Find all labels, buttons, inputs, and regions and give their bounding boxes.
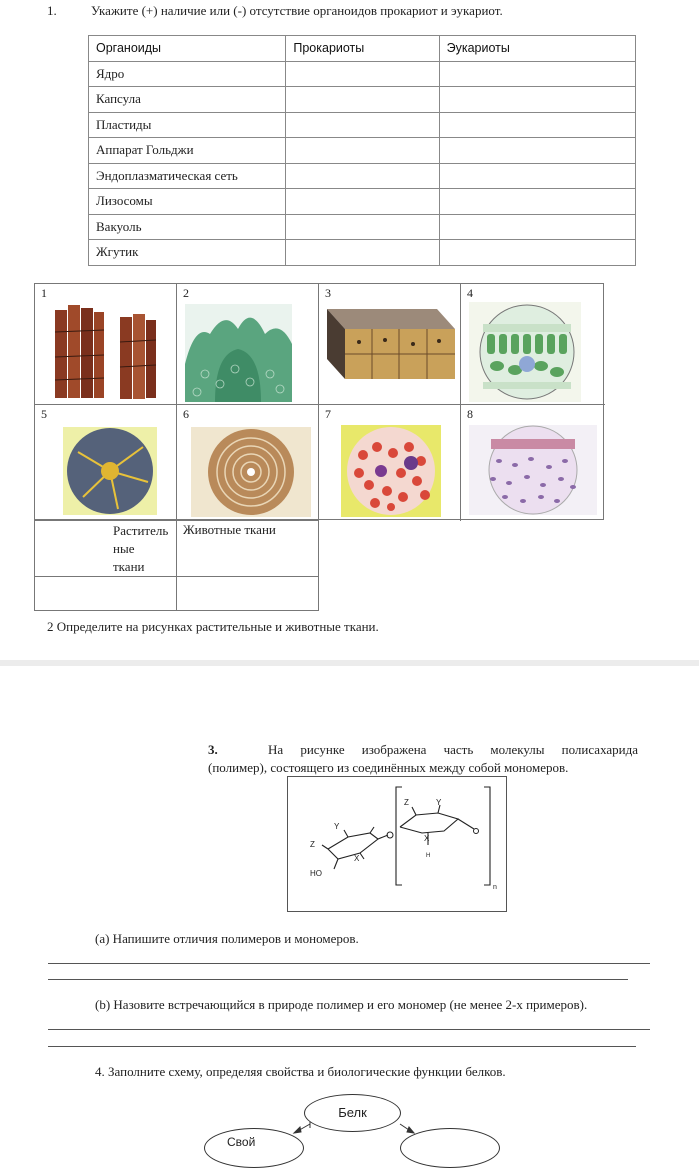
answer-cell[interactable] <box>439 61 635 87</box>
q3-block <box>208 741 638 777</box>
table-row <box>89 214 636 240</box>
tissue-cell-7 <box>319 405 461 521</box>
table-row <box>89 61 636 87</box>
organelle-name: Лизосомы <box>89 189 286 215</box>
header-prokaryotes: Прокариоты <box>286 36 439 62</box>
q1-number: 1. <box>47 3 57 18</box>
answer-cell[interactable] <box>439 138 635 164</box>
organelle-name: Пластиды <box>89 112 286 138</box>
answer-cell[interactable] <box>286 163 439 189</box>
scheme-arrows <box>280 1118 420 1140</box>
answer-cell[interactable] <box>286 61 439 87</box>
tissue-cell-1 <box>35 284 177 405</box>
protein-center-label: Белк <box>338 1105 367 1120</box>
table-row <box>35 577 319 611</box>
answer-line[interactable] <box>48 1046 636 1047</box>
tissue-cell-3 <box>319 284 461 405</box>
tissue-type-table <box>34 520 319 611</box>
q3-part-b: (b) Назовите встречающийся в природе полимер и его мономер (не менее 2-х примеров). <box>95 997 588 1012</box>
answer-cell[interactable] <box>439 189 635 215</box>
organelles-table <box>88 35 636 266</box>
answer-cell[interactable] <box>439 240 635 266</box>
epithelium-image <box>469 425 597 515</box>
label-x1: X <box>354 854 360 863</box>
label-n: n <box>493 884 497 891</box>
tissue-number: 5 <box>41 407 47 421</box>
table-header-row <box>89 36 636 62</box>
label-y1: Y <box>334 822 340 831</box>
tissue-number: 1 <box>41 286 47 300</box>
tissue-cell-5 <box>35 405 177 521</box>
plant-tissues-header <box>35 521 177 577</box>
plant-label-line: Раститель <box>113 523 169 538</box>
label-h: H <box>426 853 431 859</box>
organelle-name: Вакуоль <box>89 214 286 240</box>
q3-line-1-text: На рисунке изображена часть молекулы полисахарида <box>268 742 639 757</box>
leaf-section-image <box>469 302 581 402</box>
tissue-cell-4 <box>461 284 605 405</box>
q3-line-2: (полимер), состоящего из соединённых между собой мономеров. <box>208 760 569 775</box>
neuron-image <box>63 427 157 515</box>
answer-line[interactable] <box>48 1029 650 1030</box>
organelle-name: Эндоплазматическая сеть <box>89 163 286 189</box>
plant-label-line: ткани <box>113 559 145 574</box>
plant-answer-cell[interactable] <box>35 577 177 611</box>
q1-text: Укажите (+) наличие или (-) отсутствие органоидов прокариот и эукариот. <box>91 3 503 18</box>
tissue-number: 3 <box>325 286 331 300</box>
answer-cell[interactable] <box>286 189 439 215</box>
q3-number: 3. <box>208 742 218 757</box>
tissue-number: 8 <box>467 407 473 421</box>
answer-cell[interactable] <box>286 240 439 266</box>
organelle-name: Капсула <box>89 87 286 113</box>
answer-cell[interactable] <box>286 112 439 138</box>
table-row <box>89 112 636 138</box>
q4-text: 4. Заполните схему, определяя свойства и биологические функции белков. <box>95 1064 506 1079</box>
answer-cell[interactable] <box>286 87 439 113</box>
tissue-cell-6 <box>177 405 319 521</box>
table-header-row <box>35 521 319 577</box>
animal-label: Животные ткани <box>183 522 276 537</box>
bone-tissue-image <box>191 427 311 517</box>
q3-line-1 <box>208 741 638 759</box>
tissue-number: 6 <box>183 407 189 421</box>
header-organelles: Органоиды <box>89 36 286 62</box>
answer-line[interactable] <box>48 963 650 964</box>
answer-cell[interactable] <box>439 214 635 240</box>
polysaccharide-figure <box>287 776 507 912</box>
q2-text: 2 Определите на рисунках растительные и животные ткани. <box>47 619 379 634</box>
label-y2: Y <box>436 798 442 807</box>
tissue-cell-8 <box>461 405 605 521</box>
answer-cell[interactable] <box>286 214 439 240</box>
label-z1: Z <box>310 840 315 849</box>
tissue-number: 2 <box>183 286 189 300</box>
header-eukaryotes: Эукариоты <box>439 36 635 62</box>
polysaccharide-structure-image <box>288 777 506 911</box>
tissue-cell-2 <box>177 284 319 405</box>
tissue-number: 4 <box>467 286 473 300</box>
organelle-name: Ядро <box>89 61 286 87</box>
table-row <box>89 163 636 189</box>
table-row <box>89 240 636 266</box>
wood-vessels-image <box>50 302 165 402</box>
organelle-name: Жгутик <box>89 240 286 266</box>
animal-answer-cell[interactable] <box>177 577 319 611</box>
organelle-name: Аппарат Гольджи <box>89 138 286 164</box>
answer-cell[interactable] <box>286 138 439 164</box>
tissue-image-grid <box>34 283 604 520</box>
table-row <box>89 87 636 113</box>
properties-label: Свой <box>227 1135 256 1149</box>
growth-cone-image <box>185 304 292 402</box>
page-separator <box>0 660 699 666</box>
label-x2: X <box>424 834 430 843</box>
tissue-number: 7 <box>325 407 331 421</box>
answer-cell[interactable] <box>439 163 635 189</box>
plant-label-line: ные <box>113 541 135 556</box>
answer-line[interactable] <box>48 979 628 980</box>
label-ho: HO <box>310 869 322 878</box>
q3-part-a: (a) Напишите отличия полимеров и мономеров. <box>95 931 359 946</box>
table-row <box>89 138 636 164</box>
answer-cell[interactable] <box>439 112 635 138</box>
epidermis-block-image <box>327 304 455 382</box>
blood-cells-image <box>341 425 441 517</box>
label-z2: Z <box>404 798 409 807</box>
table-row <box>89 189 636 215</box>
answer-cell[interactable] <box>439 87 635 113</box>
animal-tissues-header <box>177 521 319 577</box>
